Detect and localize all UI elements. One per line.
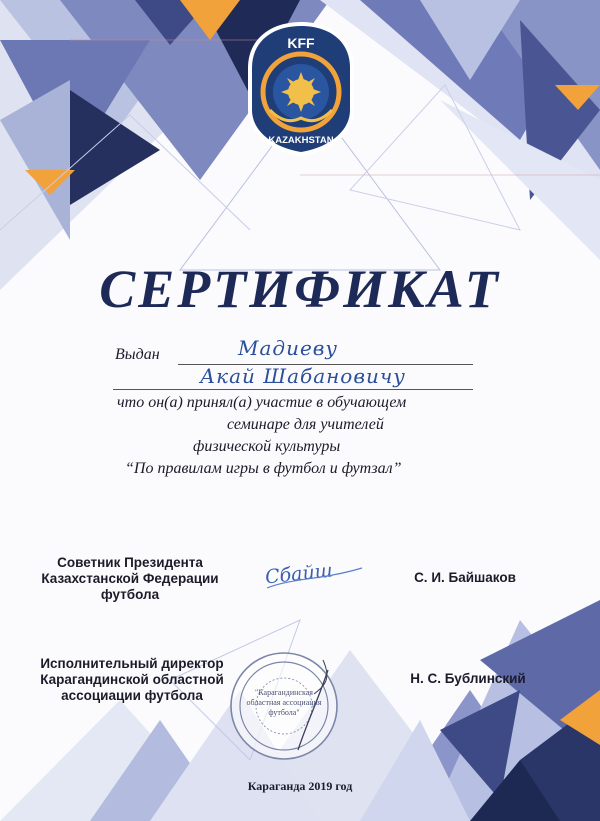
signature-1: Сбайш bbox=[264, 559, 334, 589]
stamp-line-3: футбола" bbox=[268, 708, 300, 717]
official-stamp bbox=[228, 650, 340, 762]
recipient-surname: Мадиеву bbox=[238, 336, 339, 360]
kff-logo bbox=[240, 18, 362, 158]
stamp-line-1: "Карагандинская bbox=[255, 688, 313, 697]
stamp-center-text bbox=[246, 688, 322, 718]
signatory-2-position bbox=[22, 656, 242, 704]
signature-1-flourish bbox=[262, 560, 372, 596]
footer-city-year: Караганда 2019 год bbox=[247, 779, 353, 793]
seminar-text: семинаре для учителей bbox=[227, 416, 384, 433]
signatory-2-position-line-3: ассоциации футбола bbox=[61, 688, 203, 703]
logo-top-text: KFF bbox=[287, 35, 315, 51]
signatory-2-position-line-2: Карагандинской областной bbox=[40, 672, 224, 687]
signatory-1-position bbox=[20, 555, 240, 603]
certificate-title: СЕРТИФИКАТ bbox=[99, 259, 501, 319]
logo-bottom-text: KAZAKHSTAN bbox=[268, 135, 334, 146]
signatory-1-position-line-2: Казахстанской Федерации bbox=[41, 571, 219, 586]
subject-text: физической культуры bbox=[193, 438, 341, 455]
participation-text: что он(а) принял(а) участие в обучающем bbox=[117, 394, 407, 411]
recipient-name: Акай Шабановичу bbox=[200, 364, 406, 388]
recipient-line-2 bbox=[113, 389, 473, 390]
signatory-1-name: С. И. Байшаков bbox=[414, 570, 516, 585]
signatory-1-position-line-1: Советник Президента bbox=[57, 555, 203, 570]
issued-label: Выдан bbox=[115, 346, 160, 363]
seminar-topic: “По правилам игры в футбол и футзал” bbox=[125, 460, 402, 477]
signatory-2-name: Н. С. Бублинский bbox=[410, 671, 526, 686]
stamp-line-2: областная ассоциация bbox=[246, 698, 322, 707]
signatory-2-position-line-1: Исполнительный директор bbox=[40, 656, 224, 671]
signatory-1-position-line-3: футбола bbox=[100, 587, 160, 602]
